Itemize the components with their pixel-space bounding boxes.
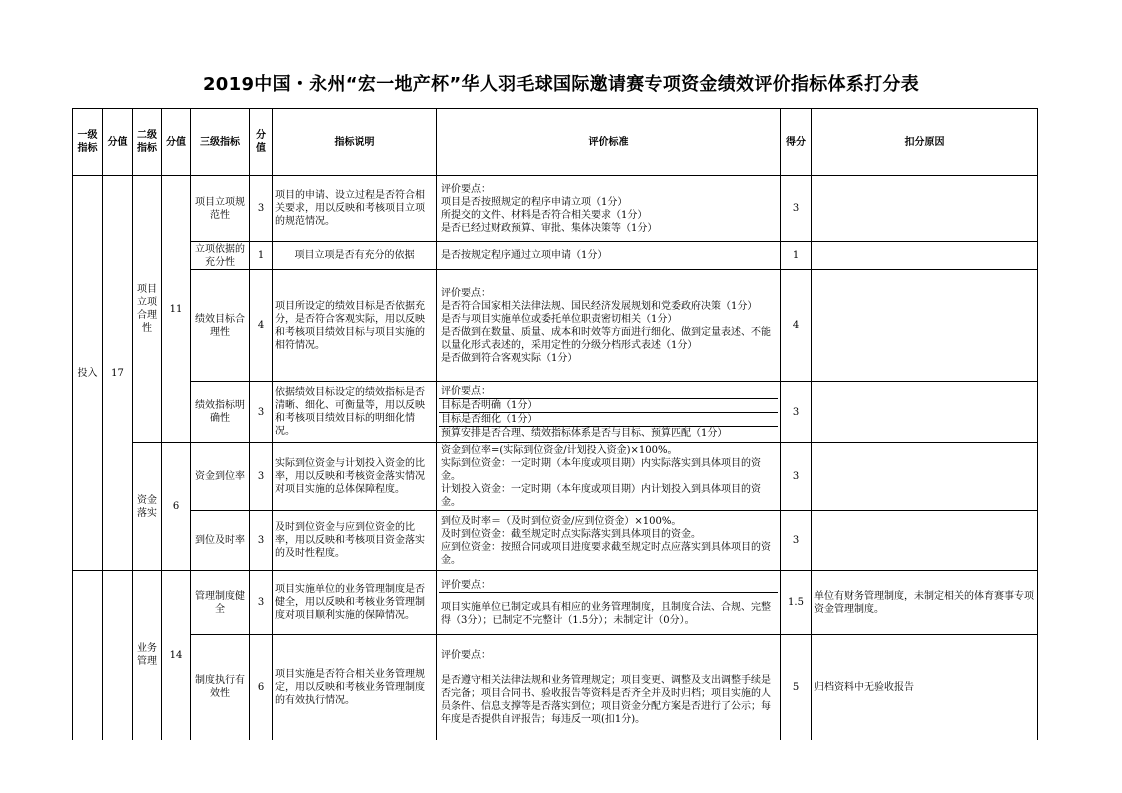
table-row xyxy=(73,382,1038,443)
level3-score-cell: 3 xyxy=(250,176,273,242)
level3-cell: 制度执行有效性 xyxy=(191,635,250,740)
criteria-line: 是否遵守相关法律法规和业务管理规定；项目变更、调整及支出调整手续是否完备；项目合同书、验收报告等资料是否齐全并及时归档；项目实施的人员条件、信息支撑等是否落实到位；项目资金分配方案是否进行了公示；每年度是否提供自评报告；每违反一项(扣1分)。 xyxy=(441,674,771,725)
score-cell: 3 xyxy=(781,176,812,242)
criteria-line: 是否做到在数量、质量、成本和时效等方面进行细化、做到定量表述、不能以量化形式表述的，采用定性的分级分档形式表述（1分） xyxy=(441,326,771,351)
header-score: 得分 xyxy=(781,109,812,176)
description-cell: 及时到位资金与应到位资金的比率，用以反映和考核项目资金落实的及时性程度。 xyxy=(273,511,437,571)
score-cell: 5 xyxy=(781,635,812,740)
level3-score-cell: 6 xyxy=(250,635,273,740)
table-row xyxy=(73,270,1038,382)
description-cell: 项目所设定的绩效目标是否依据充分，是否符合客观实际，用以反映和考核项目绩效目标与项目实施的相符情况。 xyxy=(273,270,437,382)
criteria-line: 是否符合国家相关法律法规、国民经济发展规划和党委政府决策（1分） xyxy=(441,300,758,312)
score-cell: 3 xyxy=(781,443,812,511)
level1-score-cell: 17 xyxy=(103,176,133,571)
criteria-line: 评价要点： xyxy=(441,183,491,195)
reason-cell xyxy=(812,511,1038,571)
header-s1: 分值 xyxy=(103,109,133,176)
table-row xyxy=(73,511,1038,571)
header-reason: 扣分原因 xyxy=(812,109,1038,176)
level3-cell: 管理制度健全 xyxy=(191,571,250,635)
header-criteria: 评价标准 xyxy=(437,109,781,176)
criteria-cell xyxy=(437,176,781,242)
criteria-cell xyxy=(437,571,781,635)
header-l3: 三级指标 xyxy=(191,109,250,176)
criteria-cell xyxy=(437,270,781,382)
reason-cell: 归档资料中无验收报告 xyxy=(812,635,1038,740)
criteria-cell xyxy=(437,635,781,740)
criteria-line: 实际到位资金：一定时期（本年度或项目期）内实际落实到具体项目的资金。 xyxy=(441,458,761,482)
level1-cell: 投入 xyxy=(73,176,103,571)
reason-cell xyxy=(812,443,1038,511)
criteria-line: 是否按规定程序通过立项申请（1分） xyxy=(441,250,608,261)
description-cell: 依据绩效目标设定的绩效指标是否清晰、细化、可衡量等，用以反映和考核项目绩效目标的明细化情况。 xyxy=(273,382,437,443)
criteria-line: 目标是否明确（1分） xyxy=(439,399,778,413)
score-cell: 4 xyxy=(781,270,812,382)
criteria-cell xyxy=(437,511,781,571)
criteria-line: 是否与项目实施单位或委托单位职责密切相关（1分） xyxy=(441,313,678,325)
header-s3: 分值 xyxy=(250,109,273,176)
level3-score-cell: 3 xyxy=(250,382,273,443)
page-title: 2019中国・永州“宏一地产杯”华人羽毛球国际邀请赛专项资金绩效评价指标体系打分表 xyxy=(202,74,920,95)
table-row xyxy=(73,242,1038,270)
reason-cell xyxy=(812,176,1038,242)
level3-cell: 绩效目标合理性 xyxy=(191,270,250,382)
reason-cell xyxy=(812,242,1038,270)
criteria-line: 及时到位资金：截至规定时点实际落实到具体项目的资金。 xyxy=(441,528,701,540)
level3-cell: 绩效指标明确性 xyxy=(191,382,250,443)
table-row xyxy=(73,176,1038,242)
reason-cell xyxy=(812,270,1038,382)
table-row xyxy=(73,443,1038,511)
reason-cell: 单位有财务管理制度，未制定相关的体育赛事专项资金管理制度。 xyxy=(812,571,1038,635)
level3-cell: 到位及时率 xyxy=(191,511,250,571)
criteria-line: 是否已经过财政预算、审批、集体决策等（1分） xyxy=(441,222,658,234)
level3-score-cell: 3 xyxy=(250,511,273,571)
reason-cell xyxy=(812,382,1038,443)
score-cell: 1.5 xyxy=(781,571,812,635)
level3-cell: 立项依据的充分性 xyxy=(191,242,250,270)
description-cell: 项目立项是否有充分的依据 xyxy=(273,242,437,270)
level2-score-cell: 14 xyxy=(162,571,191,740)
criteria-line: 评价要点： xyxy=(441,649,491,661)
header-desc: 指标说明 xyxy=(273,109,437,176)
header-l2: 二级指标 xyxy=(133,109,162,176)
level3-score-cell: 1 xyxy=(250,242,273,270)
criteria-line: 所提交的文件、材料是否符合相关要求（1分） xyxy=(441,209,648,221)
criteria-line: 资金到位率=(实际到位资金/计划投入资金)×100%。 xyxy=(441,445,678,456)
level3-score-cell: 3 xyxy=(250,571,273,635)
level1-score-cell xyxy=(103,571,133,740)
level2-score-cell: 6 xyxy=(162,443,191,571)
score-cell: 1 xyxy=(781,242,812,270)
header-s2: 分值 xyxy=(162,109,191,176)
criteria-line: 目标是否细化（1分） xyxy=(439,413,778,427)
level2-cell: 资金落实 xyxy=(133,443,162,571)
description-cell: 项目的申请、设立过程是否符合相关要求，用以反映和考核项目立项的规范情况。 xyxy=(273,176,437,242)
criteria-line: 项目实施单位已制定或具有相应的业务管理制度，且制度合法、合规、完整得（3分）；已制定不完整计（1.5分）；未制定计（0分）。 xyxy=(441,601,771,626)
score-cell: 3 xyxy=(781,382,812,443)
header-l1: 一级指标 xyxy=(73,109,103,176)
criteria-line: 预算安排是否合理、绩效指标体系是否与目标、预算匹配（1分） xyxy=(441,427,728,439)
level3-score-cell: 4 xyxy=(250,270,273,382)
criteria-line: 应到位资金：按照合同或项目进度要求截至规定时点应落实到具体项目的资金。 xyxy=(441,541,771,566)
criteria-line: 是否做到符合客观实际（1分） xyxy=(441,352,578,364)
level3-score-cell: 3 xyxy=(250,443,273,511)
criteria-line: 评价要点： xyxy=(439,579,778,593)
level2-cell: 业务管理 xyxy=(133,571,162,740)
table-row xyxy=(73,635,1038,740)
criteria-line: 到位及时率＝（及时到位资金/应到位资金）×100%。 xyxy=(441,515,682,527)
level3-cell: 资金到位率 xyxy=(191,443,250,511)
level1-cell xyxy=(73,571,103,740)
criteria-cell xyxy=(437,382,781,443)
criteria-cell xyxy=(437,242,781,270)
description-cell: 项目实施是否符合相关业务管理规定，用以反映和考核业务管理制度的有效执行情况。 xyxy=(273,635,437,740)
criteria-line: 项目是否按照规定的程序申请立项（1分） xyxy=(441,196,628,208)
criteria-cell xyxy=(437,443,781,511)
criteria-line: 评价要点： xyxy=(439,385,778,399)
description-cell: 项目实施单位的业务管理制度是否健全，用以反映和考核业务管理制度对项目顺利实施的保障情况。 xyxy=(273,571,437,635)
level2-score-cell: 11 xyxy=(162,176,191,443)
criteria-line: 计划投入资金：一定时期（本年度或项目期）内计划投入到具体项目的资金。 xyxy=(441,484,761,508)
score-table xyxy=(72,108,1038,740)
level3-cell: 项目立项规范性 xyxy=(191,176,250,242)
level2-cell: 项目立项合理性 xyxy=(133,176,162,443)
criteria-line: 评价要点： xyxy=(441,287,491,299)
score-cell: 3 xyxy=(781,511,812,571)
table-row xyxy=(73,571,1038,635)
description-cell: 实际到位资金与计划投入资金的比率，用以反映和考核资金落实情况对项目实施的总体保障程度。 xyxy=(273,443,437,511)
header-row xyxy=(73,109,1038,176)
